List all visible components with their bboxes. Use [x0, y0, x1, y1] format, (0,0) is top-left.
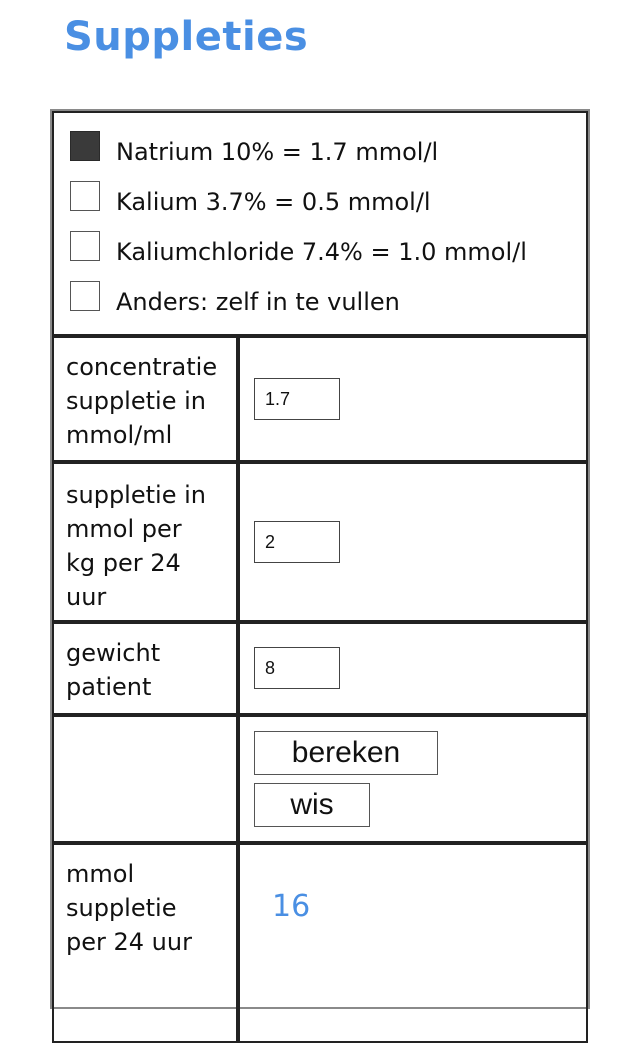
weight-label-cell	[52, 622, 238, 715]
label-line: mmol per	[66, 515, 182, 543]
dose-input-cell	[238, 462, 588, 622]
label-line: suppletie in	[66, 481, 206, 509]
option-natrium-label: Natrium 10% = 1.7 mmol/l	[116, 138, 439, 166]
checkbox-kalium[interactable]	[70, 181, 100, 211]
option-kalium-label: Kalium 3.7% = 0.5 mmol/l	[116, 188, 431, 216]
option-natrium[interactable]	[70, 131, 438, 165]
concentration-input[interactable]	[254, 378, 340, 420]
label-line: suppletie in	[66, 387, 206, 415]
option-anders-label: Anders: zelf in te vullen	[116, 288, 400, 316]
result-label	[66, 857, 192, 959]
label-line: concentratie	[66, 353, 218, 381]
weight-input-cell	[238, 622, 588, 715]
option-kaliumchloride[interactable]	[70, 231, 527, 265]
checkbox-natrium[interactable]	[70, 131, 100, 161]
dose-input[interactable]	[254, 521, 340, 563]
label-line: mmol	[66, 860, 135, 888]
label-line: suppletie	[66, 894, 177, 922]
concentration-input-cell	[238, 336, 588, 462]
checkbox-anders[interactable]	[70, 281, 100, 311]
page-title: Suppleties	[64, 14, 309, 60]
weight-input[interactable]	[254, 647, 340, 689]
option-kalium[interactable]	[70, 181, 431, 215]
weight-label	[66, 636, 160, 704]
option-anders[interactable]	[70, 281, 400, 315]
label-line: uur	[66, 583, 107, 611]
label-line: per 24 uur	[66, 928, 192, 956]
calculate-button[interactable]: bereken	[254, 731, 438, 775]
concentration-label-cell	[52, 336, 238, 462]
label-line: mmol/ml	[66, 421, 173, 449]
checkbox-kaliumchloride[interactable]	[70, 231, 100, 261]
result-label-cell	[52, 843, 238, 1043]
calculator-table	[50, 109, 590, 1009]
result-value: 16	[272, 889, 311, 924]
dose-label-cell	[52, 462, 238, 622]
options-cell	[52, 111, 588, 336]
label-line: kg per 24	[66, 549, 181, 577]
buttons-cell	[238, 715, 588, 843]
concentration-label	[66, 350, 217, 452]
option-kaliumchloride-label: Kaliumchloride 7.4% = 1.0 mmol/l	[116, 238, 527, 266]
clear-button[interactable]: wis	[254, 783, 370, 827]
result-value-cell	[238, 843, 588, 1043]
label-line: patient	[66, 673, 152, 701]
buttons-label-cell	[52, 715, 238, 843]
dose-label	[66, 478, 206, 614]
label-line: gewicht	[66, 639, 161, 667]
